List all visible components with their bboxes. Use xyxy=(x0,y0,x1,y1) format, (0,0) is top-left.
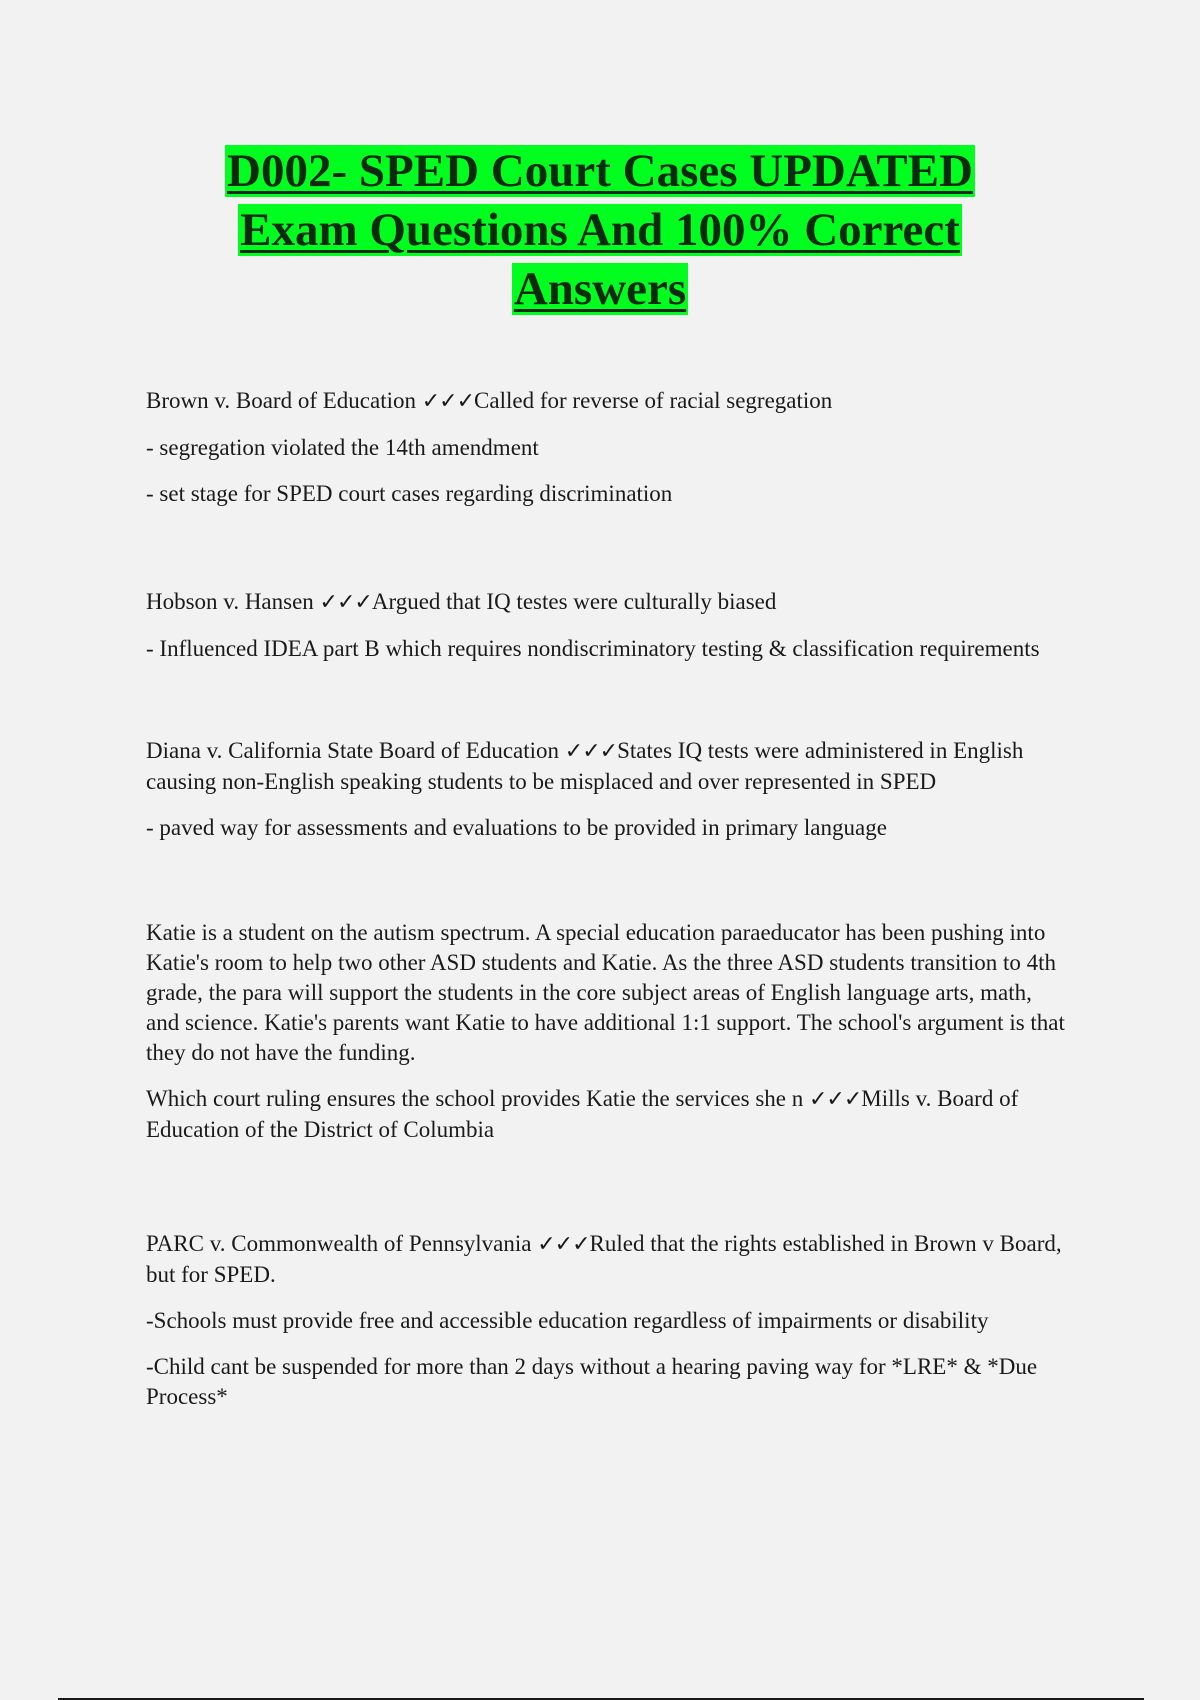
qa-answer: Argued that IQ testes were culturally biased xyxy=(371,589,777,614)
document-title xyxy=(140,142,1060,319)
document-body xyxy=(146,386,1066,1428)
qa-term: Which court ruling ensures the school provides Katie the services she n xyxy=(146,1086,809,1111)
qa-note: -Schools must provide free and accessible education regardless of impairments or disability xyxy=(146,1308,989,1333)
qa-question xyxy=(146,1229,1066,1290)
qa-note: - paved way for assessments and evaluations to be provided in primary language xyxy=(146,815,887,840)
qa-entry-brown xyxy=(146,386,1066,509)
qa-note: -Child cant be suspended for more than 2 days without a hearing paving way for *LRE* & *Due Process* xyxy=(146,1354,1038,1409)
qa-scenario: Katie is a student on the autism spectrum. A special education paraeducator has been pushing into Katie's room to help two other ASD students and Katie. As the three ASD students transition to 4th grade, the para will support the students in the core subject areas of English language arts, math, and science. Katie's parents want Katie to have additional 1:1 support. The school's argument is that they do not have the funding. xyxy=(146,920,1065,1065)
qa-answer: Mills v. Board of Education of the District of Columbia xyxy=(146,1086,1019,1142)
checkmark-icon: ✓✓✓ xyxy=(564,739,618,764)
title-line-2: Exam Questions And 100% Correct xyxy=(240,204,960,256)
qa-entry-katie xyxy=(146,918,1066,1145)
qa-note: - Influenced IDEA part B which requires nondiscriminatory testing & classification requirements xyxy=(146,636,1040,661)
checkmark-icon: ✓✓✓ xyxy=(421,389,475,414)
qa-question xyxy=(146,1084,1066,1145)
checkmark-icon: ✓✓✓ xyxy=(808,1087,862,1112)
qa-question xyxy=(146,736,1066,797)
checkmark-icon: ✓✓✓ xyxy=(319,590,372,615)
qa-note: - set stage for SPED court cases regarding discrimination xyxy=(146,481,673,506)
qa-entry-hobson xyxy=(146,587,1066,664)
qa-entry-parc xyxy=(146,1229,1066,1412)
qa-term: Brown v. Board of Education xyxy=(146,388,422,413)
qa-question xyxy=(146,587,1066,618)
qa-question xyxy=(146,386,1066,417)
qa-term: PARC v. Commonwealth of Pennsylvania xyxy=(146,1231,538,1256)
qa-term: Diana v. California State Board of Education xyxy=(146,738,565,763)
title-line-1: D002- SPED Court Cases UPDATED xyxy=(227,145,973,197)
title-line-3: Answers xyxy=(513,263,687,315)
qa-note: - segregation violated the 14th amendment xyxy=(146,435,539,460)
checkmark-icon: ✓✓✓ xyxy=(537,1232,590,1257)
qa-answer: Ruled that the rights established in Brown v Board, but for SPED. xyxy=(146,1231,1062,1287)
qa-answer: Called for reverse of racial segregation xyxy=(474,388,833,413)
qa-answer: States IQ tests were administered in English causing non-English speaking students to be misplaced and over represented in SPED xyxy=(146,738,1024,794)
qa-entry-diana xyxy=(146,736,1066,843)
qa-term: Hobson v. Hansen xyxy=(146,589,320,614)
